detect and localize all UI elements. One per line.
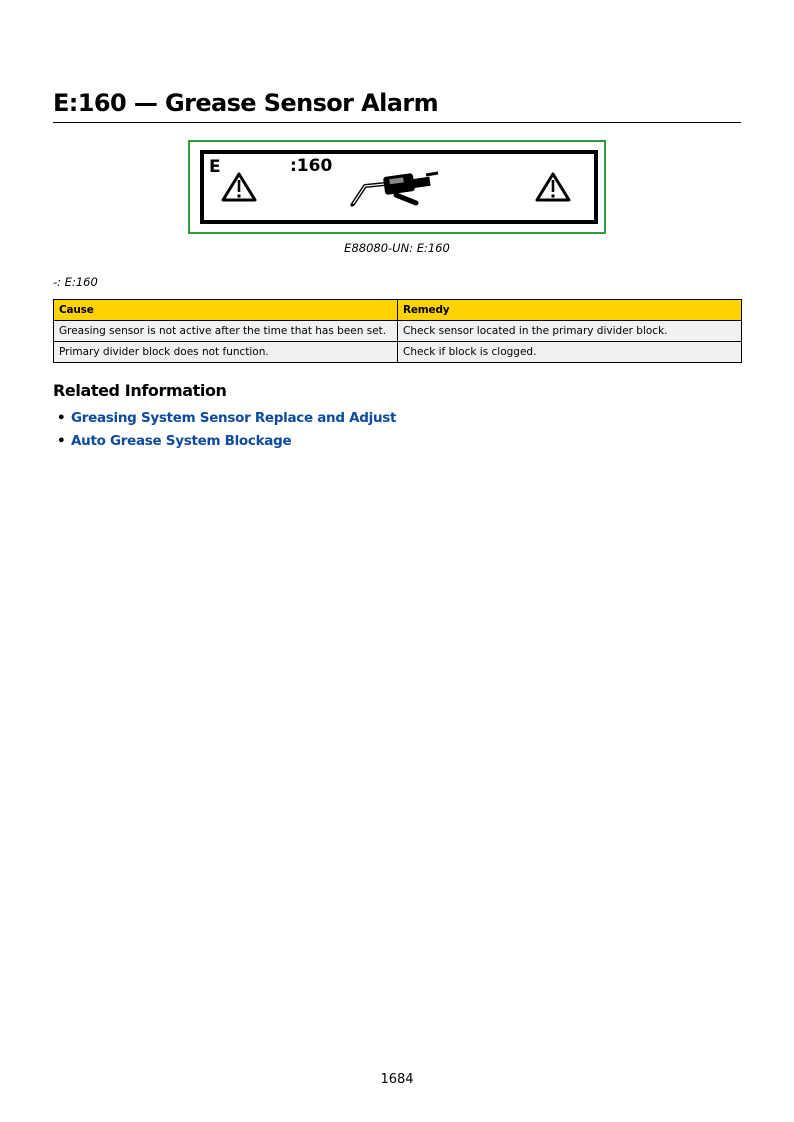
figure-caption: E88080-UN: E:160 [344, 241, 450, 255]
bullet-icon: • [57, 433, 66, 449]
header-cause: Cause [54, 300, 398, 321]
display-letter: E [209, 157, 221, 177]
list-item [53, 431, 396, 454]
cause-remedy-table [53, 299, 742, 363]
related-link-greasing-sensor-replace[interactable]: Greasing System Sensor Replace and Adjust [71, 410, 397, 426]
related-information-heading: Related Information [53, 381, 227, 400]
page-title: E:160 — Grease Sensor Alarm [53, 89, 438, 117]
alarm-display-graphic [190, 142, 604, 232]
title-divider [53, 122, 741, 123]
table-row [54, 321, 742, 342]
alarm-display-figure [188, 140, 606, 234]
remedy-cell: Check if block is clogged. [398, 342, 742, 363]
header-remedy: Remedy [398, 300, 742, 321]
list-item [53, 408, 396, 431]
table-header-row [54, 300, 742, 321]
cause-cell: Greasing sensor is not active after the time that has been set. [54, 321, 398, 342]
display-code: :160 [290, 156, 333, 176]
related-links-list [53, 408, 396, 454]
bullet-icon: • [57, 410, 66, 426]
cause-cell: Primary divider block does not function. [54, 342, 398, 363]
page-number: 1684 [380, 1072, 414, 1087]
related-link-auto-grease-blockage[interactable]: Auto Grease System Blockage [71, 433, 292, 449]
remedy-cell: Check sensor located in the primary divider block. [398, 321, 742, 342]
table-row [54, 342, 742, 363]
table-caption: -: E:160 [53, 275, 98, 289]
